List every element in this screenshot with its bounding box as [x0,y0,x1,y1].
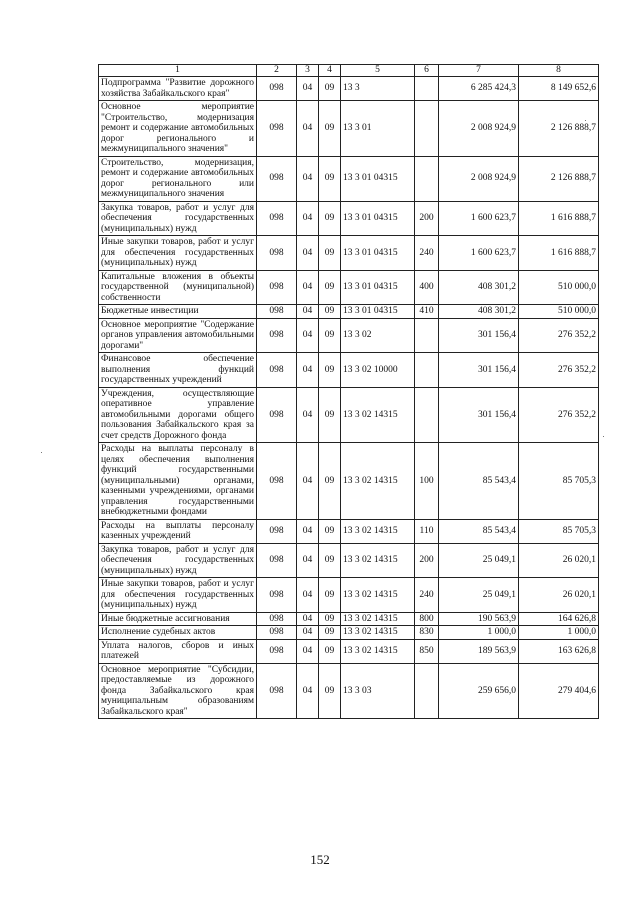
target-article-cell: 13 3 01 04315 [341,305,415,319]
table-row [99,318,599,353]
admin-code-cell: 098 [257,236,297,271]
amount-year2-cell: 1 616 888,7 [519,236,599,271]
row-name-cell: Бюджетные инвестиции [99,305,257,319]
table-row [99,663,599,719]
row-name-cell: Расходы на выплаты персоналу казенных учреждений [99,519,257,543]
section-cell: 04 [297,612,319,626]
section-cell: 04 [297,353,319,388]
section-cell: 04 [297,543,319,578]
target-article-cell: 13 3 02 [341,318,415,353]
section-cell: 04 [297,663,319,719]
target-article-cell: 13 3 03 [341,663,415,719]
row-name-cell: Уплата налогов, сборов и иных платежей [99,639,257,663]
subsection-cell: 09 [319,77,341,101]
target-article-cell: 13 3 02 14315 [341,639,415,663]
subsection-cell: 09 [319,578,341,613]
admin-code-cell: 098 [257,77,297,101]
subsection-cell: 09 [319,318,341,353]
row-name-cell: Строительство, модернизация, ремонт и содержание автомобильных дорог регионального или межмуниципального значения [99,156,257,201]
header-cell: 2 [257,65,297,77]
subsection-cell: 09 [319,387,341,443]
admin-code-cell: 098 [257,519,297,543]
subsection-cell: 09 [319,101,341,157]
amount-year2-cell: 164 626,8 [519,612,599,626]
amount-year2-cell: 26 020,1 [519,543,599,578]
expense-type-cell [415,353,439,388]
row-name-cell: Основное мероприятие "Содержание органов управления автомобильными дорогами" [99,318,257,353]
subsection-cell: 09 [319,156,341,201]
row-name-cell: Капитальные вложения в объекты государственной (муниципальной) собственности [99,270,257,305]
expense-type-cell: 240 [415,236,439,271]
section-cell: 04 [297,626,319,640]
amount-year1-cell: 1 600 623,7 [439,201,519,236]
target-article-cell: 13 3 02 14315 [341,612,415,626]
amount-year1-cell: 301 156,4 [439,318,519,353]
admin-code-cell: 098 [257,578,297,613]
expense-type-cell: 200 [415,543,439,578]
expense-type-cell [415,101,439,157]
section-cell: 04 [297,318,319,353]
table-row [99,353,599,388]
subsection-cell: 09 [319,305,341,319]
section-cell: 04 [297,270,319,305]
target-article-cell: 13 3 01 04315 [341,201,415,236]
amount-year2-cell: 510 000,0 [519,270,599,305]
section-cell: 04 [297,305,319,319]
table-row [99,612,599,626]
table-row [99,387,599,443]
amount-year1-cell: 6 285 424,3 [439,77,519,101]
target-article-cell: 13 3 01 [341,101,415,157]
row-name-cell: Расходы на выплаты персоналу в целях обеспечения выполнения функций государственными (муниципальными) органами, казенными учреждениями, органами управления государственными внебюджетными фондами [99,443,257,520]
table-row [99,201,599,236]
table-row [99,578,599,613]
section-cell: 04 [297,639,319,663]
amount-year1-cell: 408 301,2 [439,305,519,319]
budget-table [98,64,599,719]
subsection-cell: 09 [319,663,341,719]
admin-code-cell: 098 [257,201,297,236]
admin-code-cell: 098 [257,305,297,319]
amount-year2-cell: 2 126 888,7 [519,101,599,157]
admin-code-cell: 098 [257,612,297,626]
amount-year1-cell: 189 563,9 [439,639,519,663]
admin-code-cell: 098 [257,663,297,719]
row-name-cell: Иные бюджетные ассигнования [99,612,257,626]
header-cell: 5 [341,65,415,77]
target-article-cell: 13 3 02 14315 [341,543,415,578]
subsection-cell: 09 [319,519,341,543]
expense-type-cell: 200 [415,201,439,236]
expense-type-cell [415,156,439,201]
admin-code-cell: 098 [257,387,297,443]
admin-code-cell: 098 [257,443,297,520]
amount-year2-cell: 1 616 888,7 [519,201,599,236]
scan-speck [41,452,42,453]
row-name-cell: Закупка товаров, работ и услуг для обеспечения государственных (муниципальных) нужд [99,543,257,578]
row-name-cell: Учреждения, осуществляющие оперативное управление автомобильными дорогами общего пользования Забайкальского края за счет средств Дорожного фонда [99,387,257,443]
table-row [99,519,599,543]
admin-code-cell: 098 [257,156,297,201]
target-article-cell: 13 3 02 14315 [341,387,415,443]
expense-type-cell: 410 [415,305,439,319]
amount-year1-cell: 25 049,1 [439,578,519,613]
amount-year2-cell: 1 000,0 [519,626,599,640]
expense-type-cell [415,318,439,353]
admin-code-cell: 098 [257,353,297,388]
table-row [99,156,599,201]
amount-year2-cell: 85 705,3 [519,443,599,520]
subsection-cell: 09 [319,639,341,663]
target-article-cell: 13 3 02 14315 [341,443,415,520]
amount-year1-cell: 2 008 924,9 [439,101,519,157]
amount-year1-cell: 259 656,0 [439,663,519,719]
admin-code-cell: 098 [257,270,297,305]
table-row [99,236,599,271]
section-cell: 04 [297,77,319,101]
amount-year2-cell: 279 404,6 [519,663,599,719]
row-name-cell: Иные закупки товаров, работ и услуг для обеспечения государственных (муниципальных) нужд [99,236,257,271]
row-name-cell: Основное мероприятие "Субсидии, предоставляемые из дорожного фонда Забайкальского края муниципальным образованиям Забайкальского края" [99,663,257,719]
amount-year1-cell: 301 156,4 [439,387,519,443]
scan-speck [585,120,586,121]
admin-code-cell: 098 [257,318,297,353]
header-cell: 1 [99,65,257,77]
amount-year2-cell: 85 705,3 [519,519,599,543]
table-row [99,305,599,319]
subsection-cell: 09 [319,201,341,236]
subsection-cell: 09 [319,270,341,305]
table-row [99,639,599,663]
expense-type-cell: 110 [415,519,439,543]
section-cell: 04 [297,578,319,613]
section-cell: 04 [297,236,319,271]
page-number: 152 [310,852,330,867]
table-row [99,543,599,578]
subsection-cell: 09 [319,443,341,520]
expense-type-cell: 800 [415,612,439,626]
admin-code-cell: 098 [257,639,297,663]
header-cell: 3 [297,65,319,77]
target-article-cell: 13 3 02 10000 [341,353,415,388]
table-header-row [99,65,599,77]
target-article-cell: 13 3 02 14315 [341,626,415,640]
subsection-cell: 09 [319,236,341,271]
target-article-cell: 13 3 02 14315 [341,578,415,613]
amount-year2-cell: 8 149 652,6 [519,77,599,101]
row-name-cell: Основное мероприятие "Строительство, модернизация ремонт и содержание автомобильных дорог регионального и межмуниципального значения" [99,101,257,157]
subsection-cell: 09 [319,353,341,388]
section-cell: 04 [297,101,319,157]
amount-year1-cell: 190 563,9 [439,612,519,626]
target-article-cell: 13 3 [341,77,415,101]
section-cell: 04 [297,156,319,201]
amount-year1-cell: 1 000,0 [439,626,519,640]
target-article-cell: 13 3 02 14315 [341,519,415,543]
expense-type-cell: 100 [415,443,439,520]
scan-speck [603,436,604,437]
amount-year2-cell: 276 352,2 [519,353,599,388]
amount-year1-cell: 25 049,1 [439,543,519,578]
row-name-cell: Закупка товаров, работ и услуг для обеспечения государственных (муниципальных) нужд [99,201,257,236]
expense-type-cell: 240 [415,578,439,613]
amount-year1-cell: 2 008 924,9 [439,156,519,201]
amount-year2-cell: 276 352,2 [519,318,599,353]
row-name-cell: Иные закупки товаров, работ и услуг для обеспечения государственных (муниципальных) нужд [99,578,257,613]
section-cell: 04 [297,201,319,236]
table-row [99,101,599,157]
expense-type-cell [415,387,439,443]
row-name-cell: Финансовое обеспечение выполнения функций государственных учреждений [99,353,257,388]
table-row [99,443,599,520]
subsection-cell: 09 [319,626,341,640]
expense-type-cell: 850 [415,639,439,663]
expense-type-cell [415,77,439,101]
row-name-cell: Подпрограмма "Развитие дорожного хозяйства Забайкальского края" [99,77,257,101]
amount-year1-cell: 301 156,4 [439,353,519,388]
table-row [99,77,599,101]
section-cell: 04 [297,443,319,520]
amount-year1-cell: 1 600 623,7 [439,236,519,271]
amount-year2-cell: 26 020,1 [519,578,599,613]
section-cell: 04 [297,519,319,543]
target-article-cell: 13 3 01 04315 [341,270,415,305]
header-cell: 6 [415,65,439,77]
amount-year2-cell: 510 000,0 [519,305,599,319]
header-cell: 8 [519,65,599,77]
amount-year1-cell: 408 301,2 [439,270,519,305]
target-article-cell: 13 3 01 04315 [341,156,415,201]
table-row [99,270,599,305]
table-body [99,77,599,719]
amount-year1-cell: 85 543,4 [439,443,519,520]
subsection-cell: 09 [319,543,341,578]
amount-year2-cell: 276 352,2 [519,387,599,443]
target-article-cell: 13 3 01 04315 [341,236,415,271]
header-cell: 7 [439,65,519,77]
admin-code-cell: 098 [257,543,297,578]
amount-year2-cell: 2 126 888,7 [519,156,599,201]
subsection-cell: 09 [319,612,341,626]
admin-code-cell: 098 [257,626,297,640]
table-row [99,626,599,640]
admin-code-cell: 098 [257,101,297,157]
expense-type-cell: 400 [415,270,439,305]
section-cell: 04 [297,387,319,443]
amount-year2-cell: 163 626,8 [519,639,599,663]
expense-type-cell: 830 [415,626,439,640]
expense-type-cell [415,663,439,719]
row-name-cell: Исполнение судебных актов [99,626,257,640]
amount-year1-cell: 85 543,4 [439,519,519,543]
header-cell: 4 [319,65,341,77]
